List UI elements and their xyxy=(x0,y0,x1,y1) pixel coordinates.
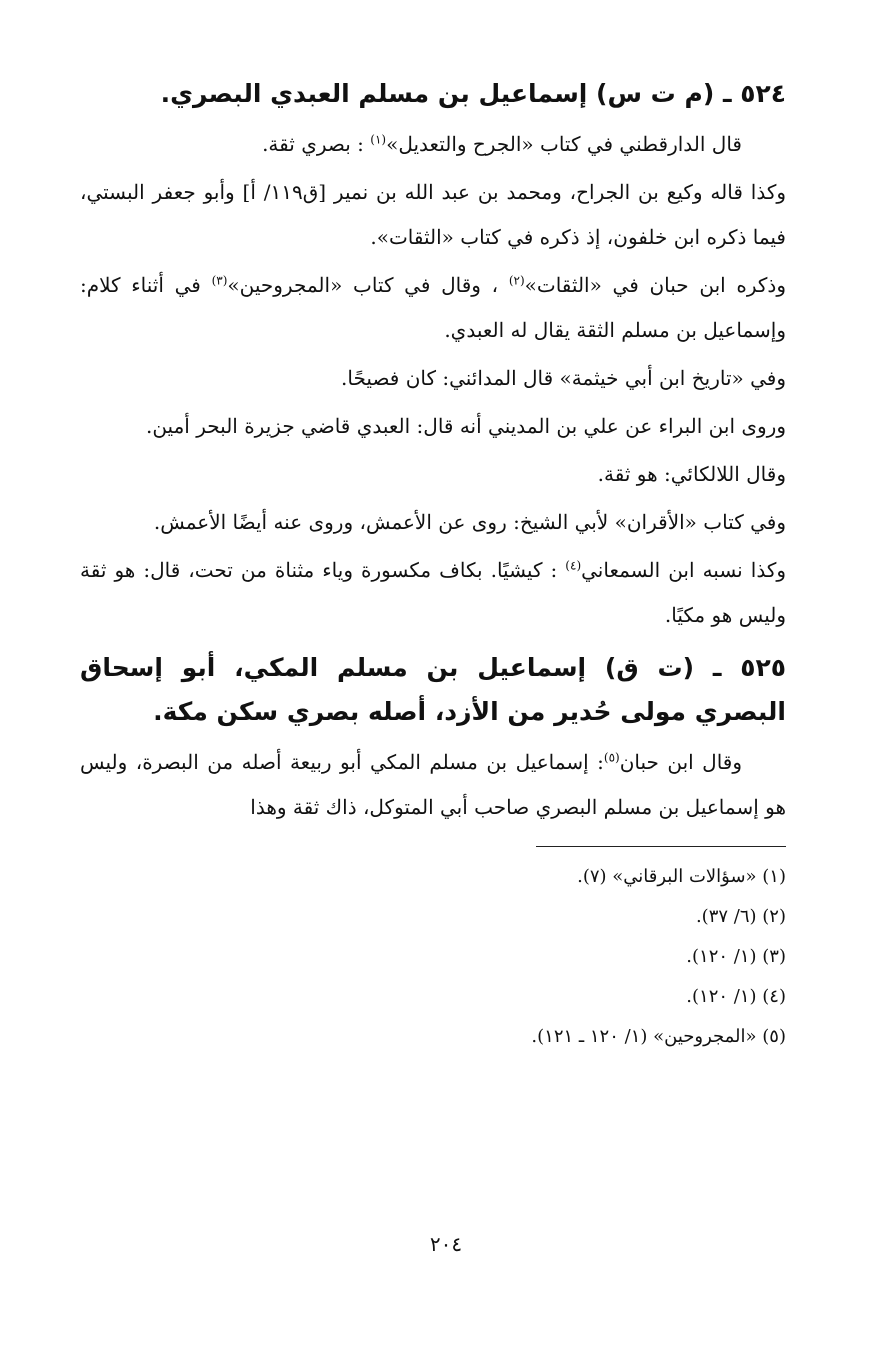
entry-525-paragraph-1 xyxy=(80,740,786,830)
footnote-ref-3: (٣) xyxy=(211,273,228,288)
entry-524-paragraph-8 xyxy=(80,548,786,638)
footnote-ref-4: (٤) xyxy=(565,558,582,573)
entry-524-paragraph-3 xyxy=(80,263,786,353)
footnote-2: (٢) (٦/ ٣٧). xyxy=(695,906,786,927)
entry-524-paragraph-1 xyxy=(80,122,786,167)
entry-524-p8-text-a: وكذا نسبه ابن السمعاني xyxy=(581,558,787,582)
entry-524-paragraph-6: وقال اللالكائي: هو ثقة. xyxy=(597,462,786,486)
entry-525-p1-text-b: : إسماعيل بن مسلم المكي أبو ربيعة أصله من البصرة، وليس هو إسماعيل بن مسلم البصري صاحب أبي المتوكل، ذاك ثقة وهذا xyxy=(80,750,786,819)
entry-525-title: ٥٢٥ ـ (ت ق) إسماعيل بن مسلم المكي، أبو إسحاق البصري مولى حُدير من الأزد، أصله بصري سكن مكة. xyxy=(80,653,786,726)
entry-524-paragraph-7: وفي كتاب «الأقران» لأبي الشيخ: روى عن الأعمش، وروى عنه أيضًا الأعمش. xyxy=(153,510,786,534)
entry-524-p3-text-b: ، وقال في كتاب «المجروحين» xyxy=(227,273,509,297)
page-body xyxy=(80,72,786,1332)
entry-524-p1-text-a: قال الدارقطني في كتاب «الجرح والتعديل» xyxy=(386,132,742,156)
entry-524-title: ٥٢٤ ـ (م ت س) إسماعيل بن مسلم العبدي البصري. xyxy=(160,79,786,108)
footnote-ref-2: (٢) xyxy=(508,273,525,288)
entry-524-p3-text-a: وذكره ابن حبان في «الثقات» xyxy=(524,273,786,297)
entry-524-paragraph-2: وكذا قاله وكيع بن الجراح، ومحمد بن عبد الله بن نمير [ق١١٩/ أ] وأبو جعفر البستي، فيما ذكره ابن خلفون، إذ ذكره في كتاب «الثقات». xyxy=(80,180,786,249)
footnote-divider xyxy=(536,846,786,847)
page-number: ٢٠٤ xyxy=(429,1232,463,1256)
footnote-3: (٣) (١/ ١٢٠). xyxy=(686,946,786,967)
footnote-ref-1: (١) xyxy=(370,132,387,147)
footnote-1: (١) «سؤالات البرقاني» (٧). xyxy=(577,866,786,887)
entry-525-p1-text-a: وقال ابن حبان xyxy=(619,750,743,774)
entry-524-paragraph-4: وفي «تاريخ ابن أبي خيثمة» قال المدائني: كان فصيحًا. xyxy=(341,366,786,390)
footnote-ref-5: (٥) xyxy=(603,750,620,765)
entry-524-p3-text-c: في أثناء كلام: وإسماعيل بن مسلم الثقة يقال له العبدي. xyxy=(80,273,786,342)
entry-524-p8-text-b: : كيشيًا. بكاف مكسورة وياء مثناة من تحت، قال: هو ثقة وليس هو مكيًا. xyxy=(80,558,786,627)
entry-524-paragraph-5: وروى ابن البراء عن علي بن المديني أنه قال: العبدي قاضي جزيرة البحر أمين. xyxy=(145,414,786,438)
entry-524-p1-text-b: : بصري ثقة. xyxy=(262,132,371,156)
footnote-5: (٥) «المجروحين» (١/ ١٢٠ ـ ١٢١). xyxy=(531,1026,786,1047)
footnote-4: (٤) (١/ ١٢٠). xyxy=(686,986,786,1007)
